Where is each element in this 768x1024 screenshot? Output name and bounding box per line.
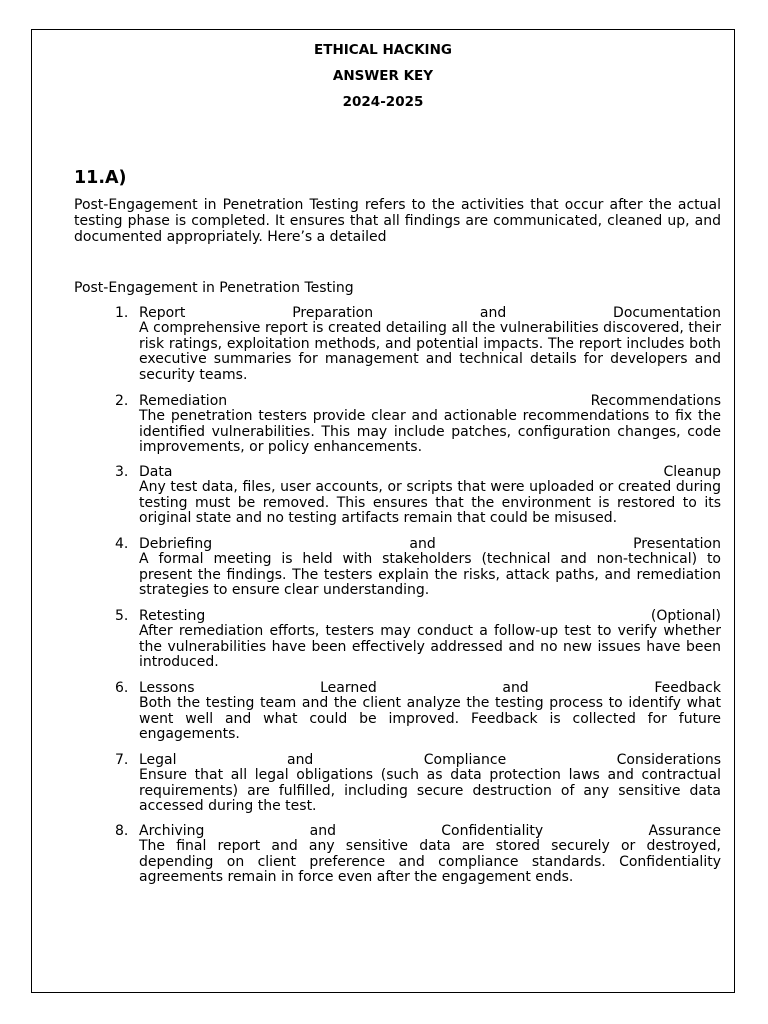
item-title [139, 608, 721, 624]
item-title [139, 464, 721, 480]
subheading: Post-Engagement in Penetration Testing [74, 280, 354, 296]
item-number: 3. [115, 464, 129, 480]
item-description: Ensure that all legal obligations (such as data protection laws and contractual requirements) are fulfilled, including secure destruction of any sensitive data accessed during the test. [139, 767, 721, 815]
item-title-word: Archiving [139, 823, 205, 839]
item-title-word: (Optional) [650, 608, 721, 624]
list-item [74, 536, 721, 608]
item-description: After remediation efforts, testers may conduct a follow-up test to verify whether the vulnerabilities have been effectively addressed and no new issues have been introduced. [139, 623, 721, 671]
item-title-word: Debriefing [139, 536, 213, 552]
item-title-word: and [286, 752, 314, 768]
document-header [31, 40, 735, 118]
question-number: 11.A) [74, 168, 127, 188]
list-item [74, 823, 721, 895]
intro-paragraph: Post-Engagement in Penetration Testing refers to the activities that occur after the actual testing phase is completed. It ensures that all findings are communicated, cleaned up, and documented appropriately. Here’s a detailed [74, 197, 721, 245]
item-title-word: Lessons [139, 680, 195, 696]
list-item [74, 752, 721, 823]
item-title-word: and [479, 305, 507, 321]
list-item [74, 680, 721, 752]
item-title-word: Legal [139, 752, 177, 768]
item-description: A formal meeting is held with stakeholders (technical and non-technical) to present the findings. The testers explain the risks, attack paths, and remediation strategies to ensure clear understanding. [139, 551, 721, 599]
header-answer-key: ANSWER KEY [332, 68, 434, 84]
item-title-word: Feedback [654, 680, 721, 696]
header-course-title: ETHICAL HACKING [314, 42, 452, 58]
item-description: A comprehensive report is created detailing all the vulnerabilities discovered, their risk ratings, exploitation methods, and potential impacts. The report includes both executive summaries for management and technical details for developers and security teams. [139, 320, 721, 384]
item-number: 8. [115, 823, 129, 839]
item-title-word: and [309, 823, 337, 839]
item-title [139, 680, 721, 696]
item-title [139, 393, 721, 409]
item-title-word: Cleanup [663, 464, 721, 480]
item-title-word: Recommendations [590, 393, 721, 409]
item-number: 7. [115, 752, 129, 768]
item-number: 6. [115, 680, 129, 696]
item-title-word: Confidentiality [441, 823, 544, 839]
list-item [74, 305, 721, 393]
item-title-word: and [502, 680, 529, 696]
post-engagement-list [74, 305, 721, 895]
header-academic-year: 2024-2025 [342, 94, 424, 110]
item-title-word: Compliance [423, 752, 507, 768]
item-number: 2. [115, 393, 129, 409]
item-description: Any test data, files, user accounts, or scripts that were uploaded or created during testing must be removed. This ensures that the environment is restored to its original state and no testing artifacts remain that could be misused. [139, 479, 721, 527]
item-title-word: Documentation [613, 305, 721, 321]
item-title-word: Remediation [139, 393, 228, 409]
item-title [139, 536, 721, 552]
item-description: The final report and any sensitive data are stored securely or destroyed, depending on client preference and compliance standards. Confidentiality agreements remain in force even after the engagement ends. [139, 838, 721, 886]
item-title-word: Report [139, 305, 186, 321]
item-description: Both the testing team and the client analyze the testing process to identify what went well and what could be improved. Feedback is collected for future engagements. [139, 695, 721, 743]
item-title-word: Preparation [292, 305, 374, 321]
list-item [74, 393, 721, 464]
item-title-word: Retesting [139, 608, 206, 624]
item-number: 5. [115, 608, 129, 624]
list-item [74, 608, 721, 680]
item-title-word: Assurance [648, 823, 721, 839]
item-description: The penetration testers provide clear and actionable recommendations to fix the identified vulnerabilities. This may include patches, configuration changes, code improvements, or policy enhancements. [139, 408, 721, 456]
item-title-word: Data [139, 464, 173, 480]
item-number: 4. [115, 536, 129, 552]
item-number: 1. [115, 305, 129, 321]
item-title-word: Considerations [616, 752, 721, 768]
list-item [74, 464, 721, 536]
item-title-word: and [409, 536, 436, 552]
item-title [139, 823, 721, 839]
item-title [139, 305, 721, 321]
item-title-word: Presentation [633, 536, 721, 552]
item-title [139, 752, 721, 768]
item-title-word: Learned [320, 680, 377, 696]
